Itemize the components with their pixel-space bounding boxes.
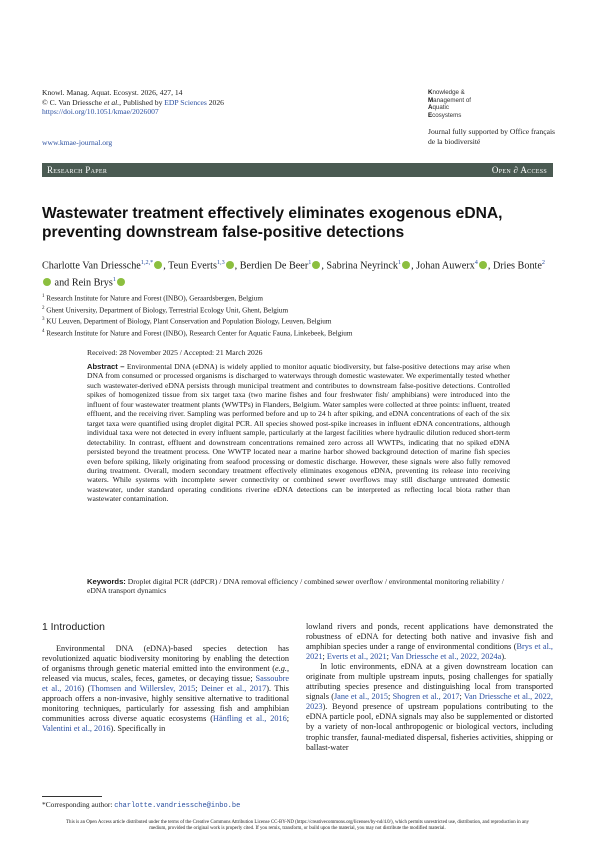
footnote-rule xyxy=(42,796,102,797)
logo-line: Ecosystems xyxy=(428,111,462,119)
author-email-link[interactable]: charlotte.vandriessche@inbo.be xyxy=(114,802,241,810)
orcid-icon[interactable] xyxy=(479,261,487,269)
author-name: Charlotte Van Driessche xyxy=(42,260,141,272)
author-name: Sabrina Neyrinck xyxy=(326,260,398,272)
orcid-icon[interactable] xyxy=(154,261,162,269)
corresponding-author-footnote: *Corresponding author: charlotte.vandriessche@inbo.be xyxy=(42,800,241,810)
author-affiliation-marker: 1,3 xyxy=(216,259,225,266)
citation-link[interactable]: Valentini et al., 2016 xyxy=(42,724,111,734)
author-name: Teun Everts xyxy=(168,260,217,272)
body-column-left xyxy=(42,644,289,734)
author-list: Charlotte Van Driessche$^{1,2,*}$ , Teun Everts$^{1,3}$ , Berdien De Beer$^1$ , Sabrina Neyrinck$^1$ , Johan Auwerx$^4$ , Dries Bonte$^2$ and Rein Brys$^1$ xyxy=(42,259,545,289)
abstract-label: Abstract – xyxy=(87,362,125,371)
license-statement: This is an Open Access article distributed under the terms of the Creative Commons Attribution License CC-BY-ND (https://creativecommons.org/licenses/by-nd/4.0/), which permits unrestricted use, distribution, and reproduction in any medium, provided the original work is properly cited. If you remix, transform, or build upon the material, you may not distribute the modified material. xyxy=(66,820,529,832)
author-name: Dries Bonte xyxy=(492,260,542,272)
article-type-band xyxy=(42,163,553,177)
logo-line: Aquatic xyxy=(428,104,449,112)
logo-line: Knowledge & xyxy=(428,89,465,96)
author-affiliation-marker: 1 xyxy=(397,259,402,266)
orcid-icon[interactable] xyxy=(226,261,234,269)
paragraph: lowland rivers and ponds, recent applications have demonstrated the robustness of eDNA for detecting both native and invasive fish and amphibian species under a range of environmental conditions (Brys et al., 2021; Everts et al., 2021; Van Driessche et al., 2022, 2024a). xyxy=(306,622,553,662)
affiliation-item: $^1$ Research Institute for Nature and Forest (INBO), Geraardsbergen, Belgium xyxy=(42,294,263,303)
orcid-icon[interactable] xyxy=(312,261,320,269)
author-name: Berdien De Beer xyxy=(239,260,309,272)
received-accepted-dates: Received: 28 November 2025 / Accepted: 21 March 2026 xyxy=(87,348,263,357)
citation-link[interactable]: Van Driessche et al., 2022, 2024a xyxy=(390,652,502,662)
citation-link[interactable]: Deiner et al., 2017 xyxy=(200,684,267,694)
citation-link[interactable]: Thomsen and Willerslev, 2015 xyxy=(90,684,196,694)
affiliation-item: $^2$ Ghent University, Department of Biology, Terrestrial Ecology Unit, Ghent, Belgium xyxy=(42,305,289,315)
open-access-icon: ∂ xyxy=(513,165,519,175)
paragraph: Environmental DNA (eDNA)-based species detection has revolutionized aquatic biodiversity monitoring by enabling the detection of organisms through genetic material emitted into the environment (e.g., released via mucus, scales, feces, gametes, or decaying tissue; Sassoubre et al., 2016) (Thomsen and Willerslev, 2015; Deiner et al., 2017). This approach offers a non-invasive, highly sensitive alternative to traditional monitoring techniques, particularly for assessing fish and amphibian communities across diverse aquatic ecosystems (Hänfling et al., 2016; Valentini et al., 2016). Specifically in xyxy=(42,644,290,734)
citation-link[interactable]: Van Driessche et al., 2022, 2023 xyxy=(306,692,553,712)
orcid-icon[interactable] xyxy=(117,278,125,286)
affiliation-item: $^4$ Research Institute for Nature and Forest (INBO), Research Center for Aquatic Fauna, Linkebeek, Belgium xyxy=(42,329,353,338)
section-heading-introduction: 1 Introduction xyxy=(42,622,105,633)
citation-link[interactable]: Hänfling et al., 2016 xyxy=(212,714,287,724)
author-affiliation-marker: 1,2,* xyxy=(140,259,154,266)
journal-header xyxy=(42,88,224,117)
author-affiliation-marker: 1 xyxy=(308,259,312,266)
keywords-label: Keywords: xyxy=(87,577,126,586)
journal-website-link[interactable]: www.kmae-journal.org xyxy=(42,138,113,147)
author-affiliation-marker: 1 xyxy=(112,275,116,283)
journal-logo xyxy=(428,89,471,119)
author-affiliation-marker: 4 xyxy=(474,259,478,266)
author-name: Johan Auwerx xyxy=(416,260,475,272)
affiliation-item: $^3$ KU Leuven, Department of Biology, Plant Conservation and Population Biology, Leuven, Belgium xyxy=(42,317,332,326)
open-access-label: Open ∂ Access xyxy=(491,165,547,175)
citation-link[interactable]: Jane et al., 2015 xyxy=(333,692,388,702)
citation-link[interactable]: Sassoubre et al., 2016 xyxy=(42,674,289,694)
citation-link[interactable]: Brys et al., 2021 xyxy=(306,642,553,662)
doi-link[interactable]: https://doi.org/10.1051/kmae/2026007 xyxy=(42,107,159,117)
paragraph: In lotic environments, eDNA at a given downstream location can originate from multiple upstream inputs, posing challenges for spatially attributing species presence and distinguishing local from transported signals (Jane et al., 2015; Shogren et al., 2017; Van Driessche et al., 2022, 2023). Beyond presence of upstream populations contributing to the eDNA particle pool, eDNA signals may also be supplemented or distorted by a variety of non-local anthropogenic or biological vectors, including trophic transfer, faunal-mediated dispersal, fisheries activities, shipping or ballast-water xyxy=(306,662,553,752)
citation-link[interactable]: Shogren et al., 2017 xyxy=(392,692,460,702)
journal-citation: Knowl. Manag. Aquat. Ecosyst. 2026, 427, 14 xyxy=(42,88,183,97)
author-name: Rein Brys xyxy=(71,277,113,289)
abstract xyxy=(87,362,510,504)
citation-link[interactable]: Everts et al., 2021 xyxy=(326,652,387,662)
publisher-link[interactable]: EDP Sciences xyxy=(164,97,207,107)
article-title: Wastewater treatment effectively eliminates exogenous eDNA, preventing downstream false-positive detections xyxy=(42,205,503,241)
keywords xyxy=(87,577,510,596)
article-type-label: Research Paper xyxy=(47,165,108,175)
logo-line: Management of xyxy=(428,96,471,104)
author-affiliation-marker: 2 xyxy=(541,259,545,266)
funding-note: Journal fully supported by Office français de la biodiversité xyxy=(428,127,556,146)
orcid-icon[interactable] xyxy=(402,261,410,269)
body-column-right xyxy=(306,622,553,753)
keywords-text: Droplet digital PCR (ddPCR) / DNA removal efficiency / combined sewer overflow / environmental monitoring reliability / eDNA transport dynamics xyxy=(87,577,504,596)
abstract-text: Environmental DNA (eDNA) is widely applied to monitor aquatic biodiversity, but false-positive detections may arise when DNA from consumed or processed organisms is discharged to waterways through domestic wastewater. We experimentally tested whether such wastewater-derived eDNA persists through municipal treatment and contributes to downstream false-positive detections. Controlled spikes of homogenized tissue from six target taxa (two marine fishes and four freshwater fish/ amphibians) were introduced into the influent of four wastewater treatment plants (WWTPs) in Flanders, Belgium. Water samples were collected at three points: influent, treated effluent, and the receiving river. Sampling was performed before and up to 24 h after spiking, and eDNA concentrations of each of the six target taxa were quantified using droplet digital PCR. All species showed post-spike increases in influent eDNA concentrations, although individual taxa were not detected in every influent sample, particularly at the largest facilities where hydraulic dilution reduced short-term detectability. In contrast, effluent and downstream concentrations remained zero across all WWTPs, indicating that no spiked eDNA persisted beyond the treatment process. One WWTP located near a marine harbor showed background detection of marine fish species even before spiking, likely originating from seafood processing or domestic discharge. However, these signals were also fully removed during treatment. Overall, modern secondary treatment effectively eliminates exogenous eDNA, preventing its release into receiving waters. While systems with incomplete sewer connectivity or combined sewer overflows may still discharge untreated domestic wastewater, under standard operating conditions riverine eDNA detections can be interpreted as reflecting local biota rather than wastewater contamination. xyxy=(87,362,511,504)
copyright-line: © C. Van Driessche et al., Published by EDP Sciences 2026 xyxy=(42,97,224,107)
orcid-icon[interactable] xyxy=(43,278,51,286)
affiliation-list xyxy=(42,292,352,339)
